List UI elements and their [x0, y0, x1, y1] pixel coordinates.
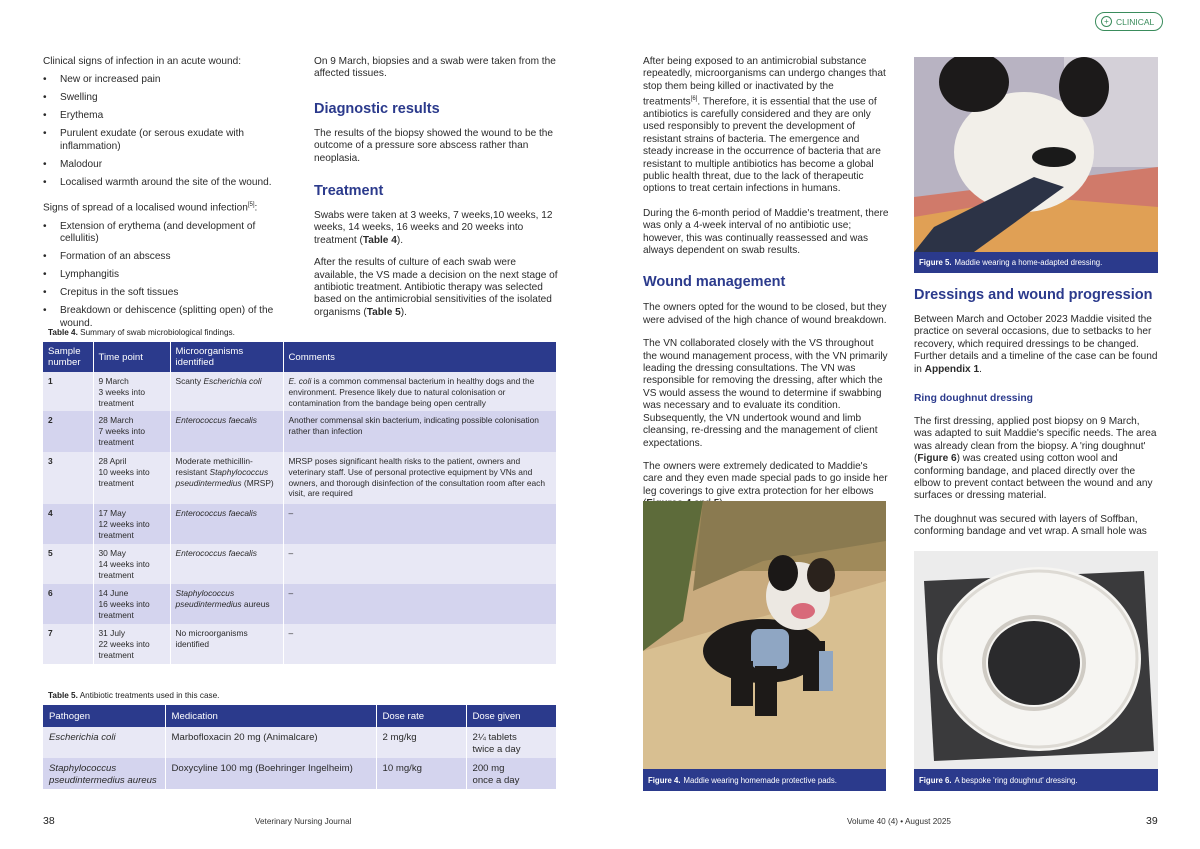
table-4-body — [43, 372, 556, 664]
dressings-text: Between March and October 2023 Maddie visited the practice on several occasions, due to setbacks to her recovery, which required dressings to be changed. Further details and a timeline of the case can be found in — [914, 314, 1158, 375]
dressings-heading: Dressings and wound progression — [914, 287, 1153, 303]
issue-date: August 2025 — [904, 817, 951, 826]
table-5-label: Table 5. — [48, 691, 78, 700]
t4-header-time: Time point — [93, 342, 170, 372]
ring-doughnut-heading: Ring doughnut dressing — [914, 393, 1033, 405]
figure-4-image — [643, 501, 886, 769]
ring-text-cont: ) was created using cotton wool and conforming bandage, and placed directly over the elbow to prevent contact between the wound and any surfaces or dressing material. — [914, 453, 1153, 502]
t5-header-medication: Medication — [165, 705, 376, 727]
t4-comment: MRSP poses significant health risks to the patient, owners and veterinary staff. Use of personal protective equipment by VNs and owners, and thorough disinfection of the consultation room after each visit, are required — [283, 452, 556, 504]
t4-comment: – — [283, 544, 556, 584]
t5-header-dose-given: Dose given — [466, 705, 556, 727]
t4-organisms: Enterococcus faecalis — [170, 504, 283, 544]
diagnostic-results-heading: Diagnostic results — [314, 100, 440, 117]
table-row — [43, 758, 556, 789]
t5-header-pathogen: Pathogen — [43, 705, 165, 727]
section-badge — [1095, 12, 1163, 31]
t4-comment: E. coli is a common commensal bacterium in healthy dogs and the environment. Presence likely due to natural colonisation or contamination from the bandage being open centrally — [283, 372, 556, 411]
list-item: • Breakdown or dehiscence (splitting open) of the wound. — [43, 305, 293, 330]
section-badge-label: CLINICAL — [1116, 16, 1155, 27]
t4-header-sample: Sample number — [43, 342, 93, 372]
table-row — [43, 411, 556, 452]
t5-dose-rate: 10 mg/kg — [376, 758, 466, 789]
t4-sample-number: 5 — [43, 544, 93, 584]
table-row — [43, 584, 556, 624]
list-item: • Malodour — [43, 159, 293, 171]
column-2 — [314, 56, 559, 319]
figure-4-label: Figure 4. — [648, 775, 681, 785]
t4-organisms: Enterococcus faecalis — [170, 544, 283, 584]
t4-time-point: 14 June 16 weeks into treatment — [93, 584, 170, 624]
footer-bullet: • — [900, 817, 904, 826]
t4-sample-number: 4 — [43, 504, 93, 544]
dressings-end: . — [979, 363, 982, 375]
t4-sample-number: 1 — [43, 372, 93, 411]
t4-time-point: 31 July 22 weeks into treatment — [93, 624, 170, 664]
list-item: • Formation of an abscess — [43, 251, 293, 263]
treatment-period-para: During the 6-month period of Maddie's treatment, there was only a 4-week interval of no antibiotic use; however, this was continually reassessed and was always dependent on swab results. — [643, 207, 889, 257]
signs-spread-title — [43, 199, 293, 215]
t4-sample-number: 7 — [43, 624, 93, 664]
wm-para-1: The owners opted for the wound to be closed, but they were advised of the high chance of wound breakdown. — [643, 302, 887, 326]
table-row — [43, 624, 556, 664]
table-5 — [43, 705, 557, 789]
t4-comment: – — [283, 584, 556, 624]
t4-time-point: 28 April 10 weeks into treatment — [93, 452, 170, 504]
t5-dose-given: 200 mg once a day — [466, 758, 556, 789]
wound-management-heading: Wound management — [643, 274, 786, 291]
t4-sample-number: 2 — [43, 411, 93, 452]
list-item: • Lymphangitis — [43, 269, 293, 281]
t4-comment: – — [283, 624, 556, 664]
issue-info — [847, 817, 951, 826]
treatment-p1-text: Swabs were taken at 3 weeks, 7 weeks,10 weeks, 12 weeks, 14 weeks, 16 weeks and 20 weeks into treatment ( — [314, 210, 553, 246]
table-4-ref: Table 4 — [362, 234, 397, 246]
t4-time-point: 9 March 3 weeks into treatment — [93, 372, 170, 411]
ref-5: [5] — [247, 202, 255, 209]
t4-sample-number: 3 — [43, 452, 93, 504]
table-5-ref: Table 5 — [366, 306, 401, 318]
list-item: • Purulent exudate (or serous exudate with inflammation) — [43, 128, 293, 153]
figure-6-label: Figure 6. — [919, 775, 952, 785]
signs-spread-colon: : — [254, 202, 258, 214]
table-row — [43, 727, 556, 758]
t5-pathogen: Escherichia coli — [43, 727, 165, 758]
t4-organisms: Moderate methicillin-resistant Staphylococcus pseudintermedius (MRSP) — [170, 452, 283, 504]
t4-comment: Another commensal skin bacterium, indicating possible colonisation rather than infection — [283, 411, 556, 452]
ring-text: The first dressing, applied post biopsy on 9 March, was adapted to suit Maddie's specific needs. The area was already clean from the biopsy. A 'ring doughnut' ( — [914, 416, 1157, 465]
t4-header-comments: Comments — [283, 342, 556, 372]
ring-para-2: The doughnut was secured with layers of Soffban, conforming bandage and vet wrap. A small hole was — [914, 513, 1147, 538]
signs-spread-list — [43, 221, 293, 330]
table-row — [43, 452, 556, 504]
figure-4-caption-text: Maddie wearing homemade protective pads. — [683, 775, 837, 785]
t4-time-point: 28 March 7 weeks into treatment — [93, 411, 170, 452]
t5-medication: Marbofloxacin 20 mg (Animalcare) — [165, 727, 376, 758]
column-4 — [914, 287, 1158, 539]
figure-6-ref: Figure 6 — [917, 453, 957, 465]
treatment-p1-end: ). — [396, 234, 404, 246]
t4-sample-number: 6 — [43, 584, 93, 624]
t5-pathogen: Staphylococcus pseudintermedius aureus — [43, 758, 165, 789]
biopsy-intro: On 9 March, biopsies and a swab were taken from the affected tissues. — [314, 56, 556, 80]
table-5-caption-text: Antibiotic treatments used in this case. — [77, 691, 220, 700]
treatment-p2-text: After the results of culture of each swab were available, the VS made a decision on the next stage of antibiotic treatment. Antibiotic therapy was selected based on the antimicrobial sensitivities of the isolated organisms ( — [314, 257, 558, 318]
left-page-number: 38 — [43, 815, 55, 827]
table-5-body — [43, 727, 556, 789]
wm-para-2: The VN collaborated closely with the VS throughout the wound management process, with the VN primarily leading the dressing consultations. The VN was responsible for removing the dressing, after which the VS would assess the wound to determine if swabbing was necessary and to evaluate its condition. Subsequently, the VN undertook wound and limb cleansing, re-dressing and the management of client expectations. — [643, 338, 888, 449]
figure-5-caption-text: Maddie wearing a home-adapted dressing. — [954, 258, 1103, 267]
figure-6-caption — [914, 769, 1158, 791]
t5-header-dose-rate: Dose rate — [376, 705, 466, 727]
journal-name: Veterinary Nursing Journal — [255, 817, 352, 826]
right-page-number: 39 — [1146, 815, 1158, 827]
treatment-para-2 — [314, 257, 559, 319]
appendix-1-ref: Appendix 1 — [924, 363, 980, 375]
resistance-para — [643, 56, 889, 196]
table-row — [43, 372, 556, 411]
t5-dose-given: 2¼ tablets twice a day — [466, 727, 556, 758]
t4-time-point: 17 May 12 weeks into treatment — [93, 504, 170, 544]
table-row — [43, 544, 556, 584]
table-4 — [43, 342, 557, 664]
figure-5-label: Figure 5. — [919, 258, 952, 267]
list-item: • Swelling — [43, 92, 293, 104]
figure-5-caption — [914, 252, 1158, 273]
t5-dose-rate: 2 mg/kg — [376, 727, 466, 758]
treatment-heading: Treatment — [314, 183, 384, 200]
list-item: • Crepitus in the soft tissues — [43, 287, 293, 299]
treatment-p2-end: ). — [400, 306, 407, 318]
table-4-label: Table 4. — [48, 328, 78, 337]
t4-comment: – — [283, 504, 556, 544]
figure-6-caption-text: A bespoke 'ring doughnut' dressing. — [954, 775, 1078, 785]
t4-organisms: Staphylococcus pseudintermedius aureus — [170, 584, 283, 624]
t4-organisms: Scanty Escherichia coli — [170, 372, 283, 411]
signs-acute-title: Clinical signs of infection in an acute wound: — [43, 56, 242, 67]
treatment-para-1 — [314, 210, 559, 247]
table-5-caption — [48, 691, 219, 700]
ref-6: [6] — [690, 96, 698, 103]
plus-circle-icon: + — [1101, 16, 1112, 27]
signs-spread-title-text: Signs of spread of a localised wound infection — [43, 202, 248, 214]
list-item: • Erythema — [43, 110, 293, 122]
list-item: • New or increased pain — [43, 74, 293, 86]
diagnostic-results-text: The results of the biopsy showed the wound to be the outcome of a pressure sore abscess rather than neoplasia. — [314, 127, 554, 164]
figure-6-image — [914, 551, 1158, 769]
t4-organisms: Enterococcus faecalis — [170, 411, 283, 452]
t4-organisms: No microorganisms identified — [170, 624, 283, 664]
figure-4-caption — [643, 769, 886, 791]
resistance-text: After being exposed to an antimicrobial substance repeatedly, microorganisms can undergo changes that stop them being killed or inactivated by the treatments — [643, 56, 886, 108]
column-1 — [43, 56, 293, 336]
signs-acute-list — [43, 74, 293, 189]
list-item: • Extension of erythema (and development of cellulitis) — [43, 221, 293, 246]
table-row — [43, 504, 556, 544]
table-4-caption-text: Summary of swab microbiological findings. — [77, 328, 235, 337]
figure-5-image — [914, 57, 1158, 252]
t4-header-organisms: Microorganisms identified — [170, 342, 283, 372]
wm-p3-text: The owners were extremely dedicated to Maddie's care and they even made special pads to go inside her leg coverings to give extra protection for her elbows — [643, 460, 888, 497]
volume: Volume 40 (4) — [847, 817, 898, 826]
dressings-para — [914, 314, 1158, 376]
t4-time-point: 30 May 14 weeks into treatment — [93, 544, 170, 584]
resistance-text-cont: . Therefore, it is essential that the use of antibiotics is carefully considered and they are only used responsibly to prevent the development of resistant strains of bacteria. The emergence and steady increase in the occurrence of bacteria that are resistant to multiple antibiotics has become a global public health threat, due to the lack of therapeutic options to treat certain infections in humans. — [643, 96, 881, 195]
list-item: • Localised warmth around the site of the wound. — [43, 177, 293, 189]
column-3 — [643, 56, 889, 511]
t5-medication: Doxycyline 100 mg (Boehringer Ingelheim) — [165, 758, 376, 789]
table-4-caption — [48, 328, 235, 337]
ring-para-1 — [914, 416, 1158, 503]
